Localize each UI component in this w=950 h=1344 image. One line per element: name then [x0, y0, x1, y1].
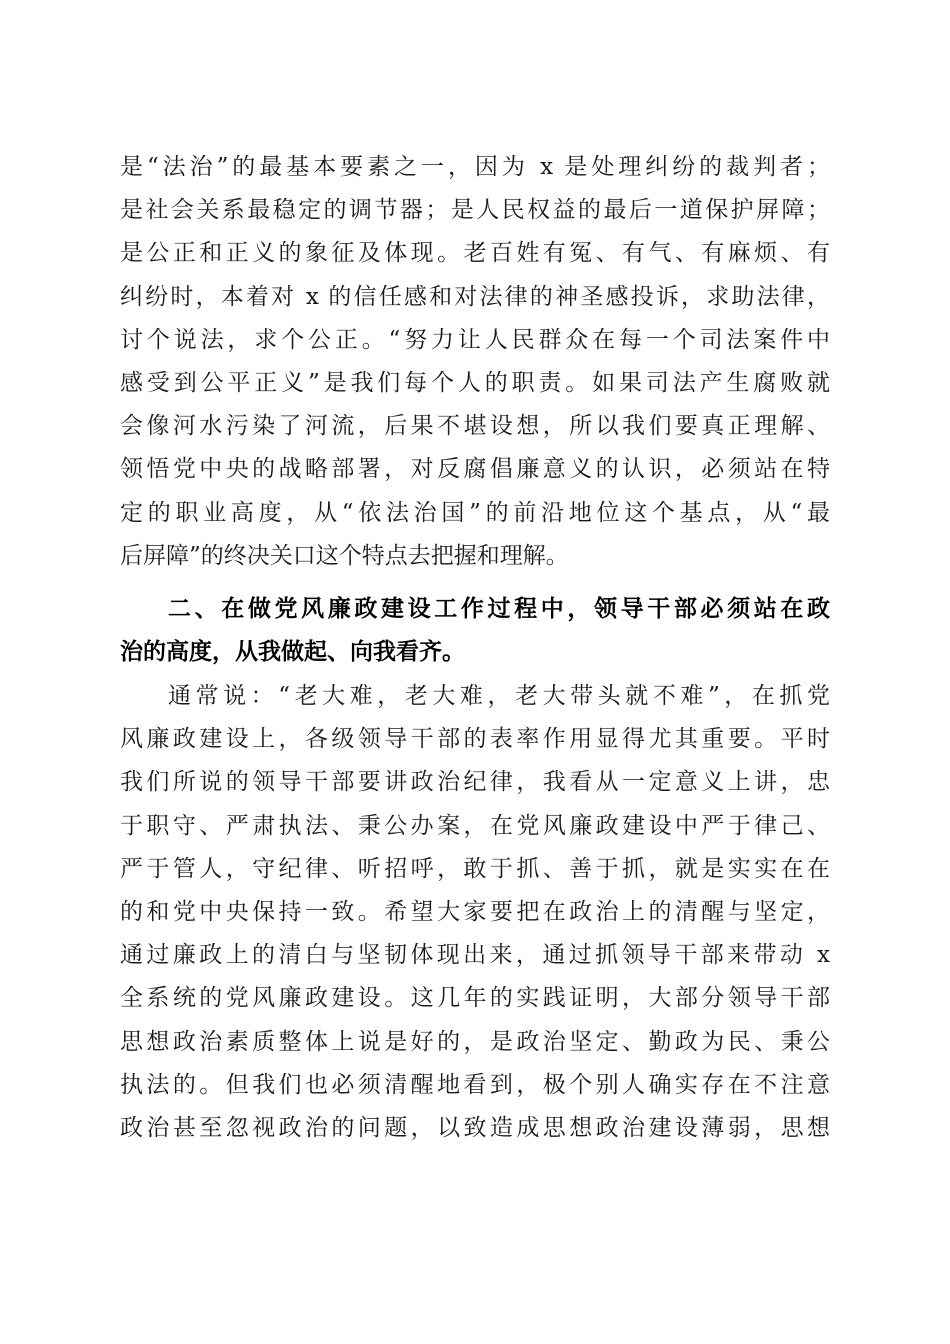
- text-line: 是“法治”的最基本要素之一，因为 x 是处理纠纷的裁判者；: [120, 154, 830, 180]
- text-line: 通常说：“老大难，老大难，老大带头就不难”，在抓党: [168, 683, 830, 709]
- paragraph-2: [120, 675, 830, 1150]
- text-line: 执法的。但我们也必须清醒地看到，极个别人确实存在不注意: [120, 1071, 830, 1098]
- text-line: 通过廉政上的清白与坚韧体现出来，通过抓领导干部来带动 x: [120, 942, 830, 969]
- text-line: 于职守、严肃执法、秉公办案，在党风廉政建设中严于律己、: [120, 812, 830, 839]
- heading-line: 二、在做党风廉政建设工作过程中，领导干部必须站在政: [168, 596, 830, 622]
- text-line: 我们所说的领导干部要讲政治纪律，我看从一定意义上讲，忠: [120, 769, 830, 796]
- text-line: 全系统的党风廉政建设。这几年的实践证明，大部分领导干部: [120, 985, 830, 1012]
- text-line: 感受到公平正义”是我们每个人的职责。如果司法产生腐败就: [120, 369, 830, 396]
- text-line: 是公正和正义的象征及体现。老百姓有冤、有气、有麻烦、有: [120, 240, 830, 267]
- text-line: 是社会关系最稳定的调节器；是人民权益的最后一道保护屏障；: [120, 197, 830, 224]
- text-line: 严于管人，守纪律、听招呼，敢于抓、善于抓，就是实实在在: [120, 855, 830, 882]
- text-line: 思想政治素质整体上说是好的，是政治坚定、勤政为民、秉公: [120, 1028, 830, 1055]
- section-heading: [120, 588, 830, 674]
- text-line: 定的职业高度，从“依法治国”的前沿地位这个基点，从“最: [120, 499, 830, 526]
- text-line: 后屏障”的终决关口这个特点去把握和理解。: [120, 542, 569, 569]
- text-line: 领悟党中央的战略部署，对反腐倡廉意义的认识，必须站在特: [120, 456, 830, 483]
- text-line: 的和党中央保持一致。希望大家要把在政治上的清醒与坚定，: [120, 898, 830, 925]
- text-line: 纠纷时，本着对 x 的信任感和对法律的神圣感投诉，求助法律，: [120, 283, 830, 310]
- heading-line: 治的高度，从我做起、向我看齐。: [120, 639, 465, 666]
- text-line: 讨个说法，求个公正。“努力让人民群众在每一个司法案件中: [120, 326, 830, 353]
- text-line: 政治甚至忽视政治的问题，以致造成思想政治建设薄弱，思想: [120, 1114, 830, 1141]
- text-line: 会像河水污染了河流，后果不堪设想，所以我们要真正理解、: [120, 413, 830, 440]
- paragraph-1: [120, 146, 830, 578]
- text-line: 风廉政建设上，各级领导干部的表率作用显得尤其重要。平时: [120, 726, 830, 753]
